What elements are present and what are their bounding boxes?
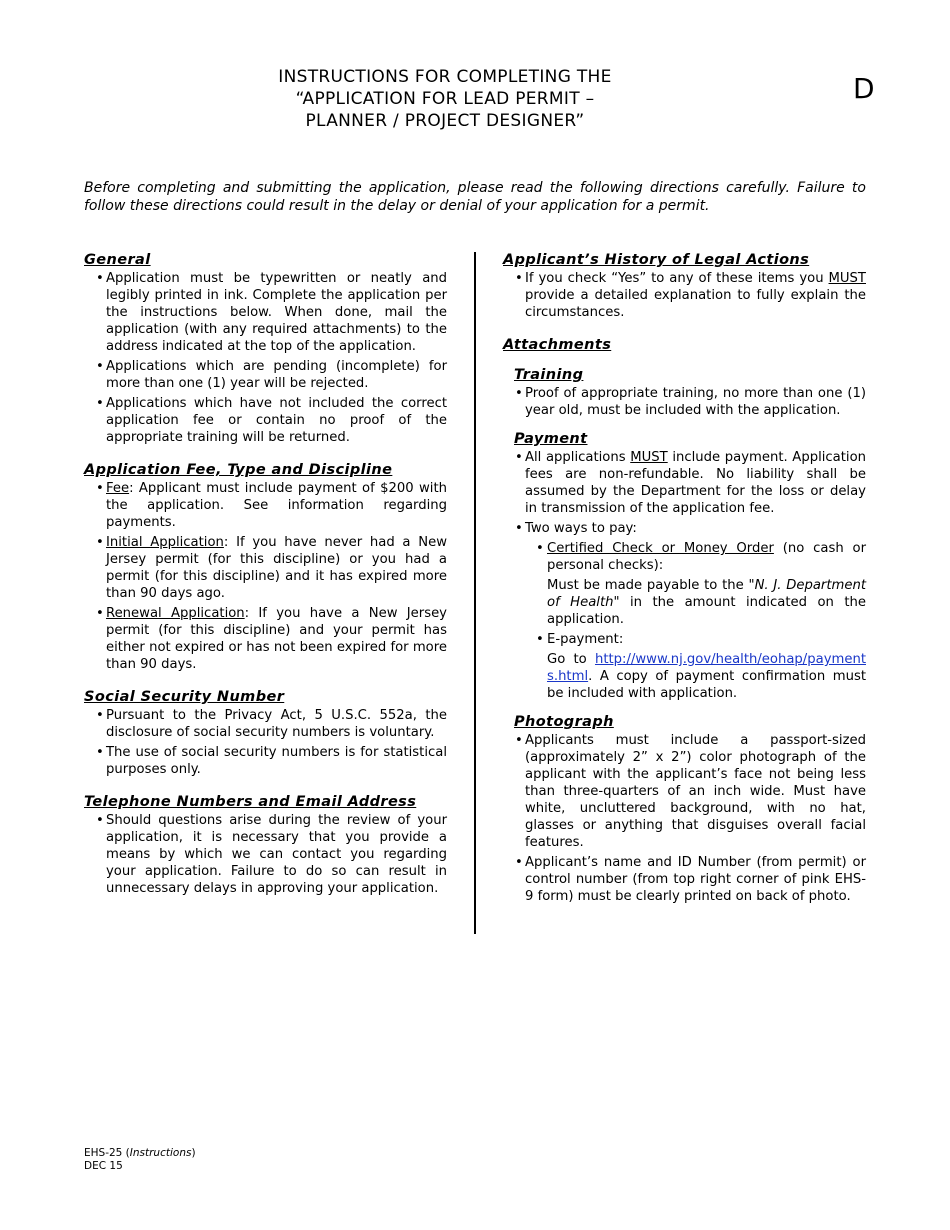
- section-history: [503, 250, 866, 321]
- list-item: [503, 449, 866, 517]
- payable-paragraph: [503, 577, 866, 628]
- heading-phone: Telephone Numbers and Email Address: [84, 794, 417, 810]
- column-divider: [474, 252, 476, 934]
- list-item: • Should questions arise during the review of your application, it is necessary that you provide a means by which we can contact you regarding your application. Failure to do so can result in unnecessary delays in approving your application.: [84, 812, 447, 897]
- list-item-fee: [84, 480, 447, 531]
- training-list: [503, 385, 866, 419]
- list-item: • The use of social security numbers is for statistical purposes only.: [84, 744, 447, 778]
- payable-text: Must be made payable to the: [547, 578, 749, 593]
- footer: [84, 1147, 196, 1173]
- form-code-close: ): [191, 1147, 196, 1159]
- epayment-paragraph: [503, 651, 866, 702]
- heading-attachments: Attachments: [503, 337, 612, 353]
- right-column: [503, 250, 866, 919]
- title-line-3: PLANNER / PROJECT DESIGNER”: [305, 111, 585, 131]
- initial-label: Initial Application: [106, 535, 224, 550]
- list-item-initial: [84, 534, 447, 602]
- history-text: provide a detailed explanation to fully explain the circumstances.: [525, 288, 866, 320]
- form-letter: D: [853, 72, 875, 105]
- section-general: [84, 250, 447, 446]
- goto-text: Go to: [547, 652, 595, 667]
- subsection-training: [503, 365, 866, 419]
- section-phone: [84, 792, 447, 897]
- heading-fee: Application Fee, Type and Discipline: [84, 462, 393, 478]
- check-label: Certified Check or Money Order: [547, 541, 774, 556]
- list-item: • Proof of appropriate training, no more than one (1) year old, must be included with the application.: [503, 385, 866, 419]
- list-item: • Two ways to pay:: [503, 520, 866, 537]
- payment-text: include payment. Application fees are non-refundable. No liability shall be assumed by the Department for the loss or delay in transmission of the application fee.: [525, 450, 866, 516]
- subsection-payment: [503, 429, 866, 702]
- heading-history: Applicant’s History of Legal Actions: [503, 252, 810, 268]
- must-emphasis: MUST: [828, 271, 866, 286]
- history-text: If you check “Yes” to any of these items you: [525, 271, 829, 286]
- fee-label: Fee: [106, 481, 130, 496]
- payment-methods-list: [503, 540, 866, 574]
- payment-list: [503, 449, 866, 537]
- form-note: Instructions: [129, 1147, 192, 1159]
- payee-name: "N. J. Department of Health": [547, 578, 866, 610]
- heading-training: Training: [514, 367, 584, 383]
- ssn-list: [84, 707, 447, 778]
- section-fee: [84, 460, 447, 673]
- payable-text: in the amount indicated on the application.: [547, 595, 866, 627]
- title-line-1: INSTRUCTIONS FOR COMPLETING THE: [278, 67, 612, 87]
- section-ssn: [84, 687, 447, 778]
- title-line-2: “APPLICATION FOR LEAD PERMIT –: [295, 89, 595, 109]
- subsection-photograph: [503, 712, 866, 905]
- heading-ssn: Social Security Number: [84, 689, 285, 705]
- history-list: [503, 270, 866, 321]
- list-item: • Pursuant to the Privacy Act, 5 U.S.C. 552a, the disclosure of social security numbers is voluntary.: [84, 707, 447, 741]
- heading-photograph: Photograph: [514, 714, 614, 730]
- check-text: (no cash or personal checks):: [547, 541, 866, 573]
- list-item: • Applicant’s name and ID Number (from permit) or control number (from top right corner of pink EHS-9 form) must be clearly printed on back of photo.: [503, 854, 866, 905]
- left-column: [84, 250, 447, 911]
- fee-text: : Applicant must include payment of $200 with the application. See information regarding payments.: [106, 481, 447, 530]
- renewal-label: Renewal Application: [106, 606, 245, 621]
- photograph-list: [503, 732, 866, 905]
- list-item-check: [503, 540, 866, 574]
- list-item: • Applications which have not included the correct application fee or contain no proof of the appropriate training will be returned.: [84, 395, 447, 446]
- list-item-epayment: • E-payment:: [503, 631, 866, 648]
- form-code: [84, 1147, 196, 1160]
- renewal-text: : If you have a New Jersey permit (for this discipline) and your permit has either not expired or has not been expired for more than 90 days.: [106, 606, 447, 672]
- confirmation-text: . A copy of payment confirmation must be included with application.: [547, 669, 866, 701]
- phone-list: [84, 812, 447, 897]
- list-item: • Applications which are pending (incomplete) for more than one (1) year will be rejected.: [84, 358, 447, 392]
- fee-list: [84, 480, 447, 673]
- payment-link[interactable]: http://www.nj.gov/health/eohap/payments.html: [547, 652, 866, 684]
- list-item: • Applicants must include a passport-sized (approximately 2” x 2”) color photograph of the applicant with the applicant’s face not being less than three-quarters of an inch wide. Must have white, uncluttered background, with no hat, glasses or anything that disguises overall facial features.: [503, 732, 866, 851]
- general-list: [84, 270, 447, 446]
- list-item-renewal: [84, 605, 447, 673]
- initial-text: : If you have never had a New Jersey permit (for this discipline) or you had a permit (for this discipline) and it has expired more than 90 days ago.: [106, 535, 447, 601]
- intro-paragraph: Before completing and submitting the application, please read the following directions carefully. Failure to follow these directions could result in the delay or denial of your application for a permit.: [84, 180, 866, 214]
- section-attachments: [503, 335, 866, 905]
- heading-general: General: [84, 252, 151, 268]
- heading-payment: Payment: [514, 431, 588, 447]
- form-date: DEC 15: [84, 1160, 123, 1172]
- epayment-list: [503, 631, 866, 648]
- list-item: • Application must be typewritten or neatly and legibly printed in ink. Complete the application per the instructions below. When done, mail the application (with any required attachments) to the address indicated at the top of the application.: [84, 270, 447, 355]
- must-emphasis: MUST: [630, 450, 668, 465]
- payment-text: All applications: [525, 450, 631, 465]
- document-title: [175, 66, 715, 132]
- list-item: [503, 270, 866, 321]
- form-code-text: EHS-25 (: [84, 1147, 130, 1159]
